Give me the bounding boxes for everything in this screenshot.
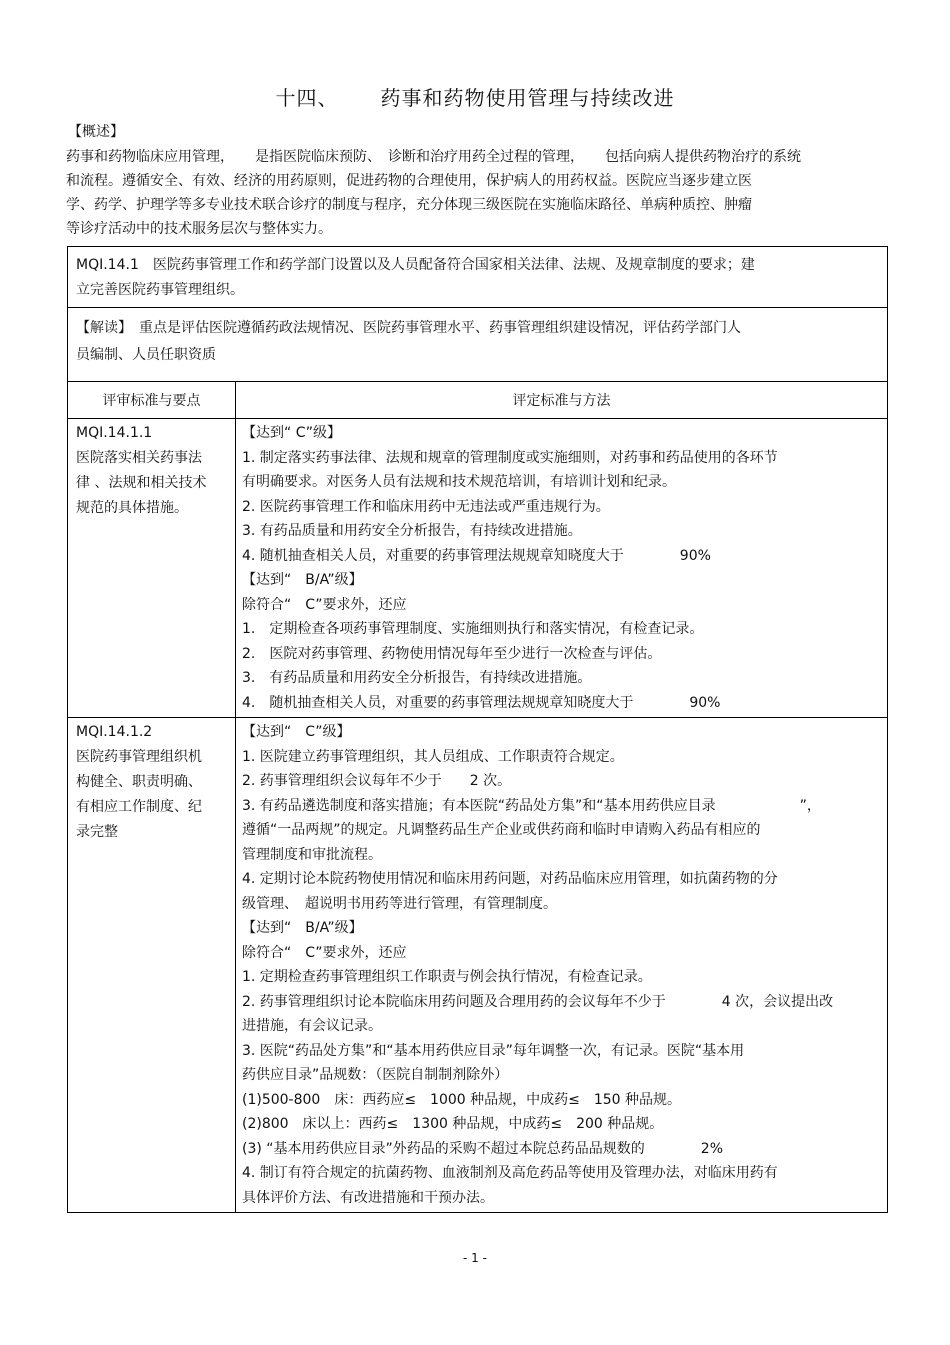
criteria-line: 录完整 xyxy=(76,824,118,840)
method-line: 【达到“ C”级】 xyxy=(242,425,341,441)
interpretation-row xyxy=(68,308,888,382)
method-line: 1. 制定落实药事法律、法规和规章的管理制度或实施细则，对药事和药品使用的各环节 xyxy=(242,449,778,466)
page-title xyxy=(0,82,950,111)
method-line: 1. 定期检查药事管理组织工作职责与例会执行情况，有检查记录。 xyxy=(242,969,652,985)
method-line: (3) “基本用药供应目录”外药品的采购不超过本院总药品品规数的 2% xyxy=(242,1140,723,1157)
overview-heading: 【概述】 xyxy=(68,124,124,140)
criteria-line: MQI.14.1.2 xyxy=(76,724,153,740)
method-line: 【达到“ C”级】 xyxy=(242,724,351,740)
method-line: 1. 医院建立药事管理组织，其人员组成、工作职责符合规定。 xyxy=(242,748,624,765)
method-line: 级管理、 超说明书用药等进行管理，有管理制度。 xyxy=(242,895,557,912)
overview-line: 等诊疗活动中的技术服务层次与整体实力。 xyxy=(66,221,332,237)
method-line: 进措施，有会议记录。 xyxy=(242,1018,382,1034)
header-methods: 评定标准与方法 xyxy=(236,382,888,419)
criteria-line: MQI.14.1.1 xyxy=(76,425,153,441)
method-line: 管理制度和审批流程。 xyxy=(242,846,382,863)
criteria-line: 规范的具体措施。 xyxy=(76,500,188,516)
criteria-cell xyxy=(68,419,236,718)
method-line: 2. 药事管理组织会议每年不少于 2 次。 xyxy=(242,773,512,789)
criteria-line: 医院落实相关药事法 xyxy=(76,450,202,466)
method-line: 3. 医院“药品处方集”和“基本用药供应目录”每年调整一次，有记录。医院“基本用 xyxy=(242,1042,745,1059)
overview-line: 和流程。遵循安全、有效、经济的用药原则，促进药物的合理使用，保护病人的用药权益。医院应当逐步建立医 xyxy=(66,173,752,189)
criteria-line: 律 、法规和相关技术 xyxy=(76,475,207,491)
criteria-line: 构健全、职责明确、 xyxy=(76,774,202,790)
title-text: 药事和药物使用管理与持续改进 xyxy=(380,86,675,110)
method-line: 3. 有药品遴选制度和落实措施；有本医院“药品处方集”和“基本用药供应目录 ”， xyxy=(242,797,821,814)
overview-line: 学、药学、护理学等多专业技术联合诊疗的制度与程序，充分体现三级医院在实施临床路径、单病种质控、肿瘤 xyxy=(66,197,752,213)
section-line: MQI.14.1 医院药事管理工作和药学部门设置以及人员配备符合国家相关法律、法规、及规章制度的要求；建 xyxy=(76,257,755,273)
title-number: 十四、 xyxy=(275,86,339,110)
method-line: 【达到“ B/A”级】 xyxy=(242,920,363,936)
method-line: 2. 药事管理组织讨论本院临床用药问题及合理用药的会议每年不少于 4 次，会议提出改 xyxy=(242,993,834,1010)
method-line: 有明确要求。对医务人员有法规和技术规范培训，有培训计划和纪录。 xyxy=(242,474,676,490)
interpretation-line: 员编制、人员任职资质 xyxy=(76,347,216,363)
method-line: 3. 有药品质量和用药安全分析报告，有持续改进措施。 xyxy=(242,523,582,539)
method-line: 4. 随机抽查相关人员，对重要的药事管理法规规章知晓度大于 90% xyxy=(242,547,711,564)
header-criteria: 评审标准与要点 xyxy=(68,382,236,419)
section-cell xyxy=(68,247,888,308)
method-line: 1. 定期检查各项药事管理制度、实施细则执行和落实情况，有检查记录。 xyxy=(242,621,704,637)
method-line: 3. 有药品质量和用药安全分析报告，有持续改进措施。 xyxy=(242,670,592,686)
method-line: 2. 医院对药事管理、药物使用情况每年至少进行一次检查与评估。 xyxy=(242,645,662,662)
overview-line: 药事和药物临床应用管理， 是指医院临床预防、 诊断和治疗用药全过程的管理， 包括向病人提供药物治疗的系统 xyxy=(66,149,801,165)
method-line: 遵循“一品两规”的规定。凡调整药品生产企业或供药商和临时申请购入药品有相应的 xyxy=(242,822,761,838)
table-header-row xyxy=(68,382,888,419)
overview-paragraph xyxy=(66,145,886,241)
methods-cell xyxy=(236,419,888,718)
interpretation-cell xyxy=(68,308,888,382)
table-row xyxy=(68,419,888,718)
method-line: 【达到“ B/A”级】 xyxy=(242,572,363,588)
method-line: 除符合“ C”要求外，还应 xyxy=(242,596,407,613)
criteria-line: 医院药事管理组织机 xyxy=(76,749,202,765)
section-row xyxy=(68,247,888,308)
methods-cell xyxy=(236,718,888,1213)
method-line: 4. 随机抽查相关人员，对重要的药事管理法规规章知晓度大于 90% xyxy=(242,694,721,711)
method-line: (1)500-800 床：西药应≤ 1000 种品规，中成药≤ 150 种品规。 xyxy=(242,1091,682,1108)
standards-table xyxy=(67,246,888,1213)
method-line: 4. 定期讨论本院药物使用情况和临床用药问题，对药品临床应用管理，如抗菌药物的分 xyxy=(242,871,778,887)
table-row xyxy=(68,718,888,1213)
method-line: 除符合“ C”要求外，还应 xyxy=(242,944,407,961)
method-line: 4. 制订有符合规定的抗菌药物、血液制剂及高危药品等使用及管理办法，对临床用药有 xyxy=(242,1165,778,1181)
method-line: (2)800 床以上：西药≤ 1300 种品规，中成药≤ 200 种品规。 xyxy=(242,1116,664,1132)
criteria-line: 有相应工作制度、纪 xyxy=(76,799,202,815)
method-line: 药供应目录”品规数：（医院自制制剂除外） xyxy=(242,1067,509,1083)
method-line: 具体评价方法、有改进措施和干预办法。 xyxy=(242,1189,494,1206)
method-line: 2. 医院药事管理工作和临床用药中无违法或严重违规行为。 xyxy=(242,498,610,515)
criteria-cell xyxy=(68,718,236,1213)
page-number: - 1 - xyxy=(463,1251,487,1265)
section-line: 立完善医院药事管理组织。 xyxy=(76,281,244,298)
interpretation-line: 【解读】 重点是评估医院遵循药政法规情况、医院药事管理水平、药事管理组织建设情况，评估药学部门人 xyxy=(76,320,741,336)
